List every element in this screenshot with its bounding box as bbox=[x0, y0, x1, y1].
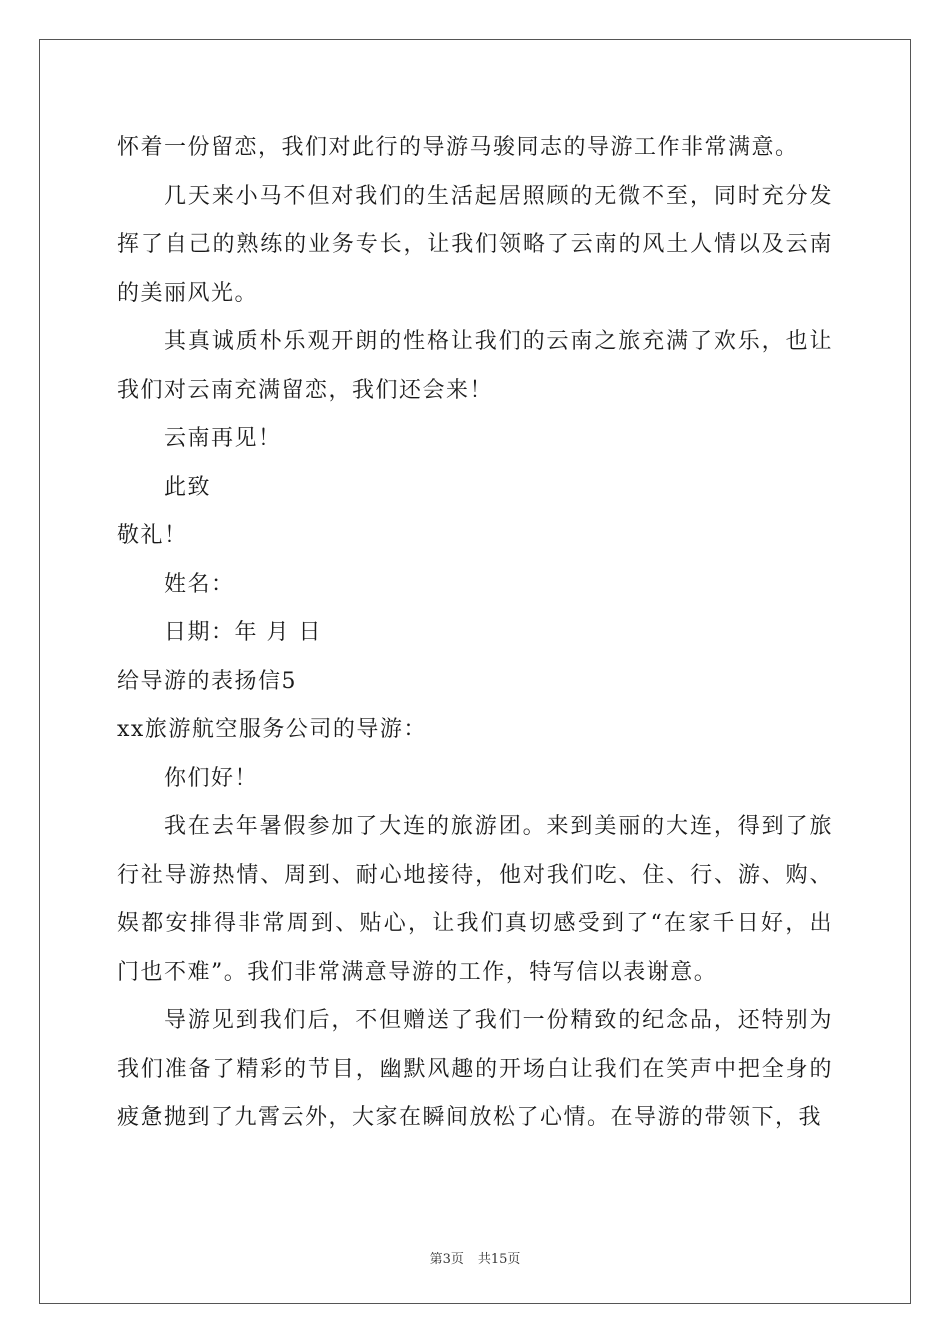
paragraph: 几天来小马不但对我们的生活起居照顾的无微不至，同时充分发挥了自己的熟练的业务专长，让我们领略了云南的风土人情以及云南的美丽风光。 bbox=[117, 183, 833, 306]
paragraph: 导游见到我们后，不但赠送了我们一份精致的纪念品，还特别为我们准备了精彩的节目，幽默风趣的开场白让我们在笑声中把全身的疲惫抛到了九霄云外，大家在瞬间放松了心情。在导游的带领下，我 bbox=[117, 1008, 833, 1130]
signature-date-line: 日期：年 月 日 bbox=[164, 620, 322, 645]
page-footer bbox=[0, 1248, 950, 1267]
document-body bbox=[117, 124, 833, 1143]
page-total: 共15页 bbox=[477, 1252, 521, 1267]
paragraph: 怀着一份留恋，我们对此行的导游马骏同志的导游工作非常满意。 bbox=[117, 135, 799, 160]
closing-salutation: 此致 bbox=[164, 474, 212, 500]
paragraph: 我在去年暑假参加了大连的旅游团。来到美丽的大连，得到了旅行社导游热情、周到、耐心地接待，他对我们吃、住、行、游、购、娱都安排得非常周到、贴心，让我们真切感受到了“在家千日好，出门也不难”。我们非常满意导游的工作，特写信以表谢意。 bbox=[117, 814, 833, 985]
letter-greeting: 你们好！ bbox=[164, 765, 259, 791]
signature-name-line: 姓名： bbox=[164, 571, 235, 597]
letter-recipient: xx旅游航空服务公司的导游： bbox=[117, 717, 427, 742]
page-number: 第3页 bbox=[429, 1252, 464, 1267]
paragraph: 云南再见！ bbox=[164, 426, 282, 451]
section-title: 给导游的表扬信5 bbox=[117, 668, 297, 694]
closing-respect: 敬礼！ bbox=[117, 523, 188, 548]
paragraph: 其真诚质朴乐观开朗的性格让我们的云南之旅充满了欢乐，也让我们对云南充满留恋，我们还会来！ bbox=[117, 329, 833, 403]
